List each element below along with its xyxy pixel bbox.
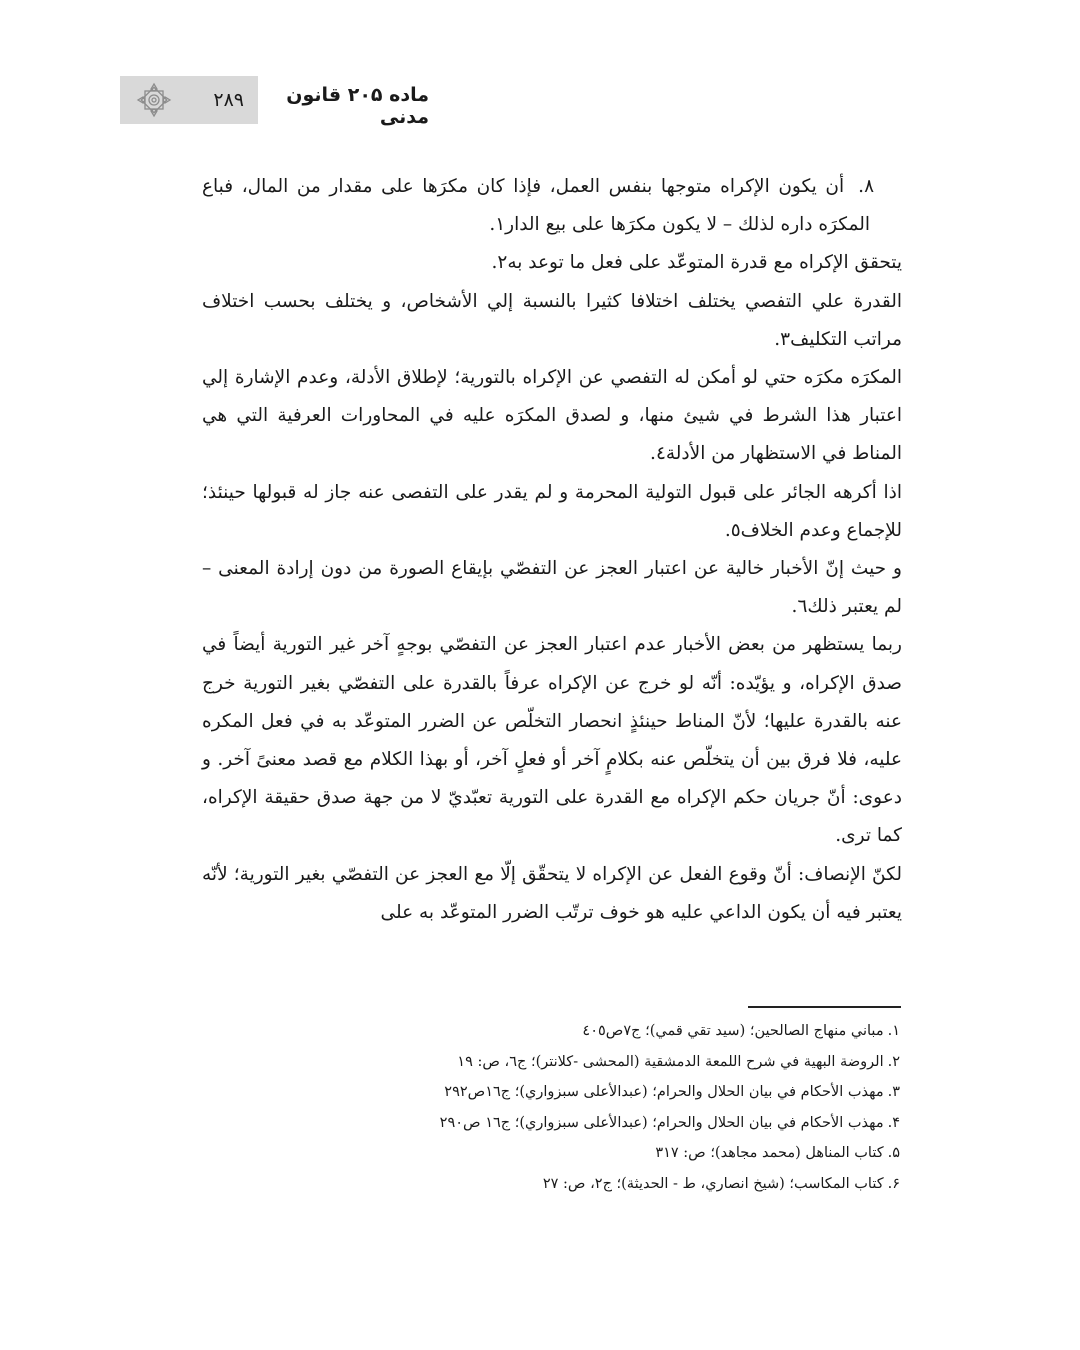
running-title: ماده ۲۰۵ قانون مدنی [286, 84, 429, 128]
paragraph-text: أن يكون الإكراه متوجها بنفس العمل، فإذا كان مكرَها على مقدار من المال، فباع المكرَه داره لذلك – لا يكون مكرَها على بيع الدار١. [202, 176, 870, 236]
footnote-number: ۱. [887, 1023, 900, 1039]
footnote [250, 1169, 900, 1200]
footnote-number: ۶. [887, 1175, 900, 1192]
arabesque-rosette-icon [136, 82, 172, 118]
footnote-divider [748, 1006, 901, 1008]
body-text [202, 168, 902, 932]
paragraph: المكرَه مكرَه حتي لو أمكن له التفصي عن الإكراه بالتورية؛ لإطلاق الأدلة، وعدم الإشارة إلي اعتبار هذا الشرط في شيئ منها، و لصدق المكرَه عليه في المحاورات العرفية التي هي المناط في الاستظهار من الأدلة٤. [202, 367, 902, 465]
page-number: ۲۸۹ [213, 89, 244, 111]
footnote-number: ۴. [887, 1114, 900, 1131]
footnote-text: مهذب الأحكام في بيان الحلال والحرام؛ (عبدالأعلى سبزواري)؛ ج١٦ص٢٩٢ [444, 1084, 884, 1100]
footnote-number: ۳. [887, 1084, 900, 1100]
item-number: ۸. [858, 176, 874, 197]
footnote [250, 1077, 900, 1108]
footnote [250, 1138, 900, 1169]
footnote-number: ۵. [887, 1145, 900, 1161]
footnote-text: الروضة البهية في شرح اللمعة الدمشقية (المحشى -كلانتر)؛ ج٦، ص: ١٩ [457, 1053, 884, 1070]
footnotes [250, 1016, 900, 1199]
paragraph: القدرة علي التفصي يختلف اختلافا كثيرا بالنسبة إلي الأشخاص، و يختلف بحسب اختلاف مراتب التكليف٣. [202, 290, 902, 350]
paragraph: اذا أكرهه الجائر على قبول التولية المحرمة و لم يقدر على التفصى عنه جاز له قبولها حينئذ؛ للإجماع وعدم الخلاف٥. [202, 481, 902, 541]
footnote [250, 1108, 900, 1139]
paragraph: ربما يستظهر من بعض الأخبار عدم اعتبار العجز عن التفصّي بوجهٍ آخر غير التورية أيضاً في صدق الإكراه، و يؤيّده: أنّه لو خرج عن الإكراه عرفاً بالقدرة على التفصّي بغير التورية خرج عنه بالقدرة عليها؛ لأنّ المناط حينئذٍ انحصار التخلّص عن الضرر المتوعّد به في فعل المكره عليه، فلا فرق بين أن يتخلّص عنه بكلامٍ آخر أو فعلٍ آخر، أو بهذا الكلام مع قصد معنىً آخر. و دعوى: أنّ جريان حكم الإكراه مع القدرة على التورية تعبّديّ لا من جهة صدق حقيقة الإكراه، كما ترى. [202, 634, 902, 847]
footnote-text: مهذب الأحكام في بيان الحلال والحرام؛ (عبدالأعلى سبزواري)؛ ج١٦ ص٢٩٠ [439, 1114, 884, 1131]
footnote-text: مباني منهاج الصالحين؛ (سيد تقي قمي)؛ ج٧ص٤٠٥ [582, 1023, 884, 1039]
footnote [250, 1016, 900, 1047]
paragraph: يتحقق الإكراه مع قدرة المتوعّد على فعل ما توعد به٢. [491, 252, 902, 274]
header-band [120, 76, 258, 124]
footnote-text: كتاب المناهل (محمد مجاهد)؛ ص: ٣١٧ [655, 1145, 884, 1161]
paragraph: و حيث إنّ الأخبار خالية عن اعتبار العجز عن التفصّي بإيقاع الصورة من دون إرادة المعنى – لم يعتبر ذلك٦. [202, 558, 902, 618]
footnote-number: ۲. [887, 1053, 900, 1070]
footnote-text: كتاب المكاسب؛ (شيخ انصاري، ط - الحديثة)؛ ج٢، ص: ٢٧ [542, 1175, 884, 1192]
paragraph-item-8 [202, 168, 902, 244]
footnote [250, 1047, 900, 1078]
paragraph: لكنّ الإنصاف: أنّ وقوع الفعل عن الإكراه لا يتحقّق إلّا مع العجز عن التفصّي بغير التورية؛ لأنّه يعتبر فيه أن يكون الداعي عليه هو خوف ترتّب الضرر المتوعّد به على [202, 863, 902, 923]
